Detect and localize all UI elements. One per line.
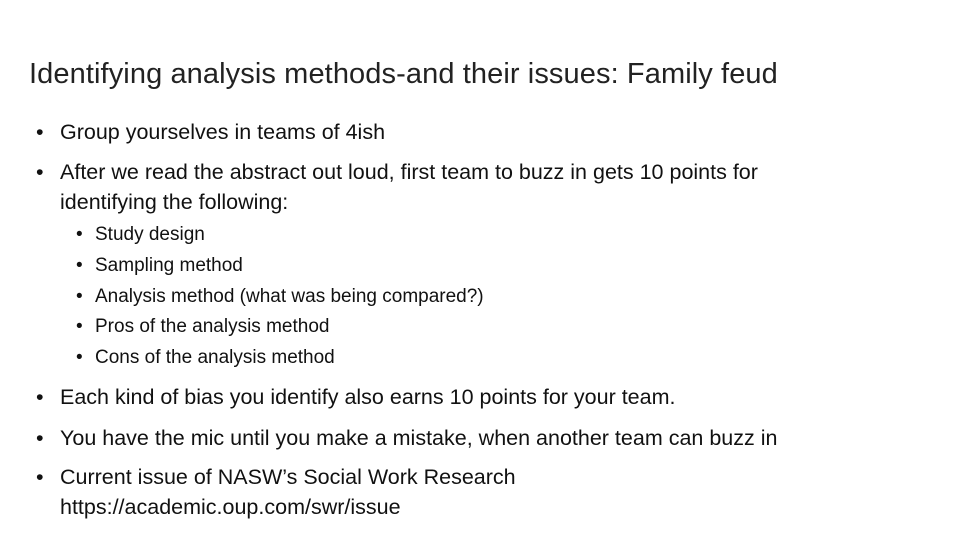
sub-bullet-text: Sampling method <box>95 255 243 276</box>
sub-bullet-item <box>76 343 335 373</box>
bullet-dot: • <box>76 224 83 245</box>
bullet-dot: • <box>36 426 44 450</box>
sub-bullet-item <box>76 251 243 281</box>
bullet-item <box>36 157 758 217</box>
bullet-text: Group yourselves in teams of 4ish <box>60 120 386 144</box>
sub-bullet-text: Pros of the analysis method <box>95 316 330 337</box>
bullet-dot: • <box>76 255 83 276</box>
bullet-item <box>36 462 516 522</box>
sub-bullet-item <box>76 282 484 312</box>
bullet-dot: • <box>76 286 83 307</box>
slide-title: Identifying analysis methods-and their issues: Family feud <box>29 58 778 90</box>
bullet-dot: • <box>36 160 44 184</box>
bullet-text: Each kind of bias you identify also earns 10 points for your team. <box>60 385 676 409</box>
bullet-text-line-2: identifying the following: <box>60 190 289 214</box>
sub-bullet-text: Cons of the analysis method <box>95 347 335 368</box>
bullet-text-line-1: After we read the abstract out loud, first team to buzz in gets 10 points for <box>60 160 758 184</box>
sub-bullet-item <box>76 312 329 342</box>
sub-bullet-text: Analysis method (what was being compared?) <box>95 286 484 307</box>
sub-bullet-text: Study design <box>95 224 205 245</box>
bullet-item <box>36 382 675 412</box>
bullet-dot: • <box>36 120 44 144</box>
issue-url: https://academic.oup.com/swr/issue <box>60 495 401 519</box>
bullet-item <box>36 117 385 147</box>
bullet-dot: • <box>76 316 83 337</box>
bullet-dot: • <box>36 465 44 489</box>
bullet-dot: • <box>36 385 44 409</box>
sub-bullet-item <box>76 220 205 250</box>
bullet-text-line-1: Current issue of NASW’s Social Work Research <box>60 465 516 489</box>
bullet-text: You have the mic until you make a mistake, when another team can buzz in <box>60 426 778 450</box>
bullet-dot: • <box>76 347 83 368</box>
bullet-item <box>36 423 777 453</box>
